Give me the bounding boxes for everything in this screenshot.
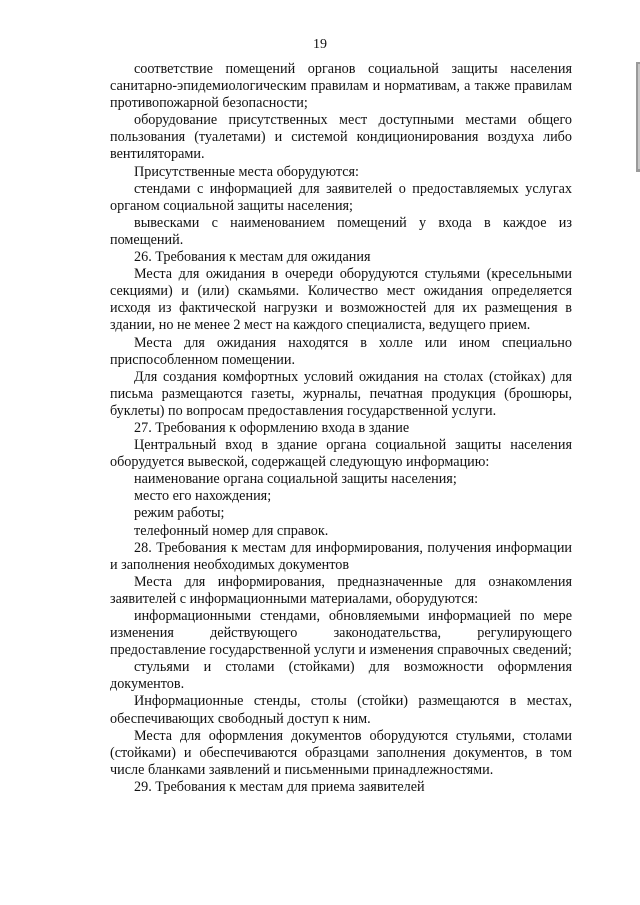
page-number: 19	[313, 37, 327, 52]
paragraph: оборудование присутственных мест доступными местами общего пользования (туалетами) и системой кондиционирования воздуха либо вентиляторами.	[110, 112, 572, 163]
section-heading: 28. Требования к местам для информирования, получения информации и заполнения необходимых документов	[110, 539, 572, 573]
paragraph: Места для оформления документов оборудуются стульями, столами (стойками) и обеспечиваются образцами заполнения документов, в том числе бланками заявлений и письменными принадлежностями.	[110, 727, 572, 778]
paragraph: Центральный вход в здание органа социальной защиты населения оборудуется вывеской, содержащей следующую информацию:	[110, 437, 572, 471]
paragraph: соответствие помещений органов социальной защиты населения санитарно-эпидемиологическим правилам и нормативам, а также правилам противопожарной безопасности;	[110, 61, 572, 112]
paragraph: телефонный номер для справок.	[134, 522, 329, 539]
section-heading: 29. Требования к местам для приема заявителей	[134, 778, 425, 795]
paragraph: Присутственные места оборудуются:	[134, 163, 359, 180]
section-heading: 27. Требования к оформлению входа в здание	[134, 419, 410, 436]
section-heading: 26. Требования к местам для ожидания	[134, 249, 371, 266]
paragraph: Места для ожидания в очереди оборудуются стульями (кресельными секциями) и (или) скамьями. Количество мест ожидания определяется исходя из фактической нагрузки и возможностей для их размещения в здании, но не менее 2 мест на каждого специалиста, ведущего прием.	[110, 266, 572, 334]
paragraph: режим работы;	[134, 505, 225, 522]
paragraph: стульями и столами (стойками) для возможности оформления документов.	[110, 659, 572, 693]
document-body	[110, 61, 572, 796]
paragraph: Информационные стенды, столы (стойки) размещаются в местах, обеспечивающих свободный доступ к ним.	[110, 693, 572, 727]
paragraph: место его нахождения;	[134, 488, 272, 505]
paragraph: стендами с информацией для заявителей о предоставляемых услугах органом социальной защиты населения;	[110, 180, 572, 214]
paragraph: вывесками с наименованием помещений у входа в каждое из помещений.	[110, 214, 572, 248]
paragraph: информационными стендами, обновляемыми информацией по мере изменения действующего законодательства, регулирующего предоставление государственной услуги и изменения справочных сведений;	[110, 608, 572, 659]
paragraph: Для создания комфортных условий ожидания на столах (стойках) для письма размещаются газеты, журналы, печатная продукция (брошюры, буклеты) по вопросам предоставления государственной услуги.	[110, 368, 572, 419]
paragraph: Места для информирования, предназначенные для ознакомления заявителей с информационными материалами, оборудуются:	[110, 573, 572, 607]
paragraph: Места для ожидания находятся в холле или ином специально приспособленном помещении.	[110, 334, 572, 368]
paragraph: наименование органа социальной защиты населения;	[134, 471, 457, 488]
